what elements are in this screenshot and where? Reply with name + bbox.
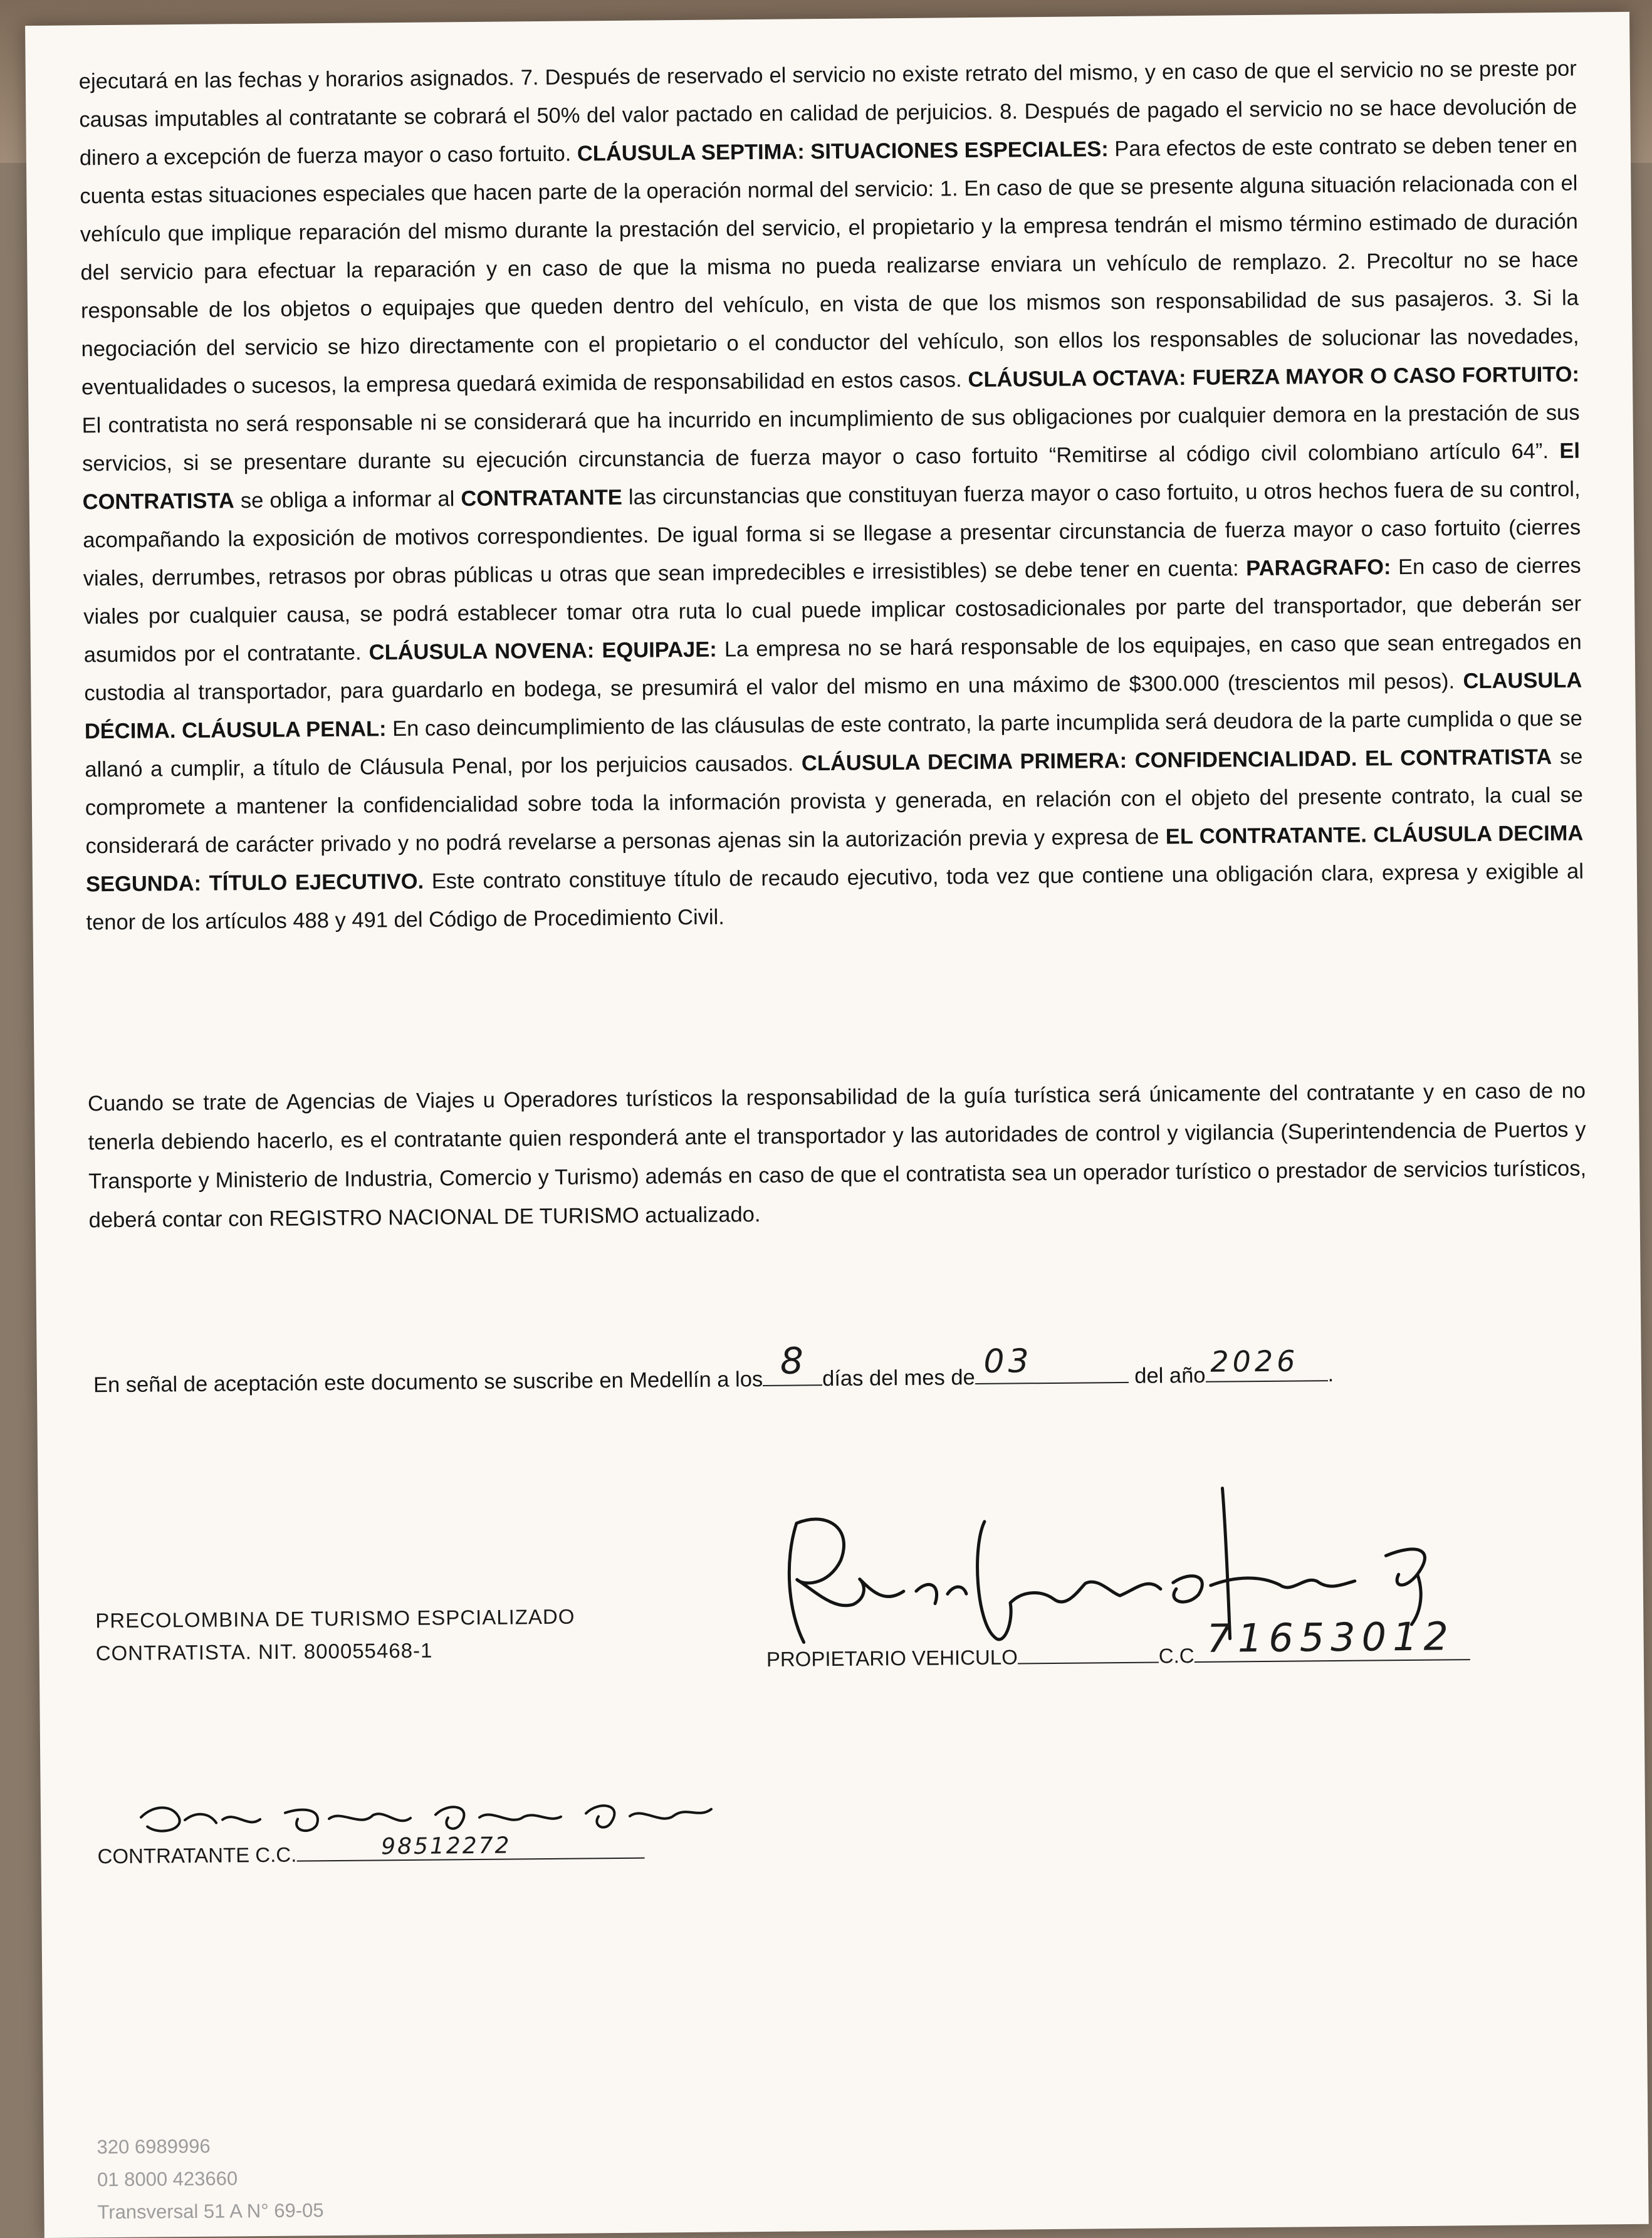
propietario-label: PROPIETARIO VEHICULO — [766, 1645, 1018, 1671]
contratista-block — [95, 1601, 575, 1670]
clause-11-heading: CLÁUSULA DECIMA PRIMERA: CONFIDENCIALIDAD. — [801, 746, 1357, 776]
paragrafo-text: En caso de cierres viales por cualquier causa, se podrá establecer tomar otra ruta lo cual puede implicar costosadicionales por parte del transportador, que deberán ser asumidos por el contratante. — [83, 553, 1582, 667]
clause-8-text-c: las circunstancias que constituyan fuerza mayor o caso fortuito, u otros hechos fuera de su control, acompañando la exposición de motivos correspondientes. De igual forma si se llegase a presentar circunstancia de fuerza mayor o caso fortuito (cierres viales, derrumbes, retrasos por obras públicas u otras que sean impredecibles e irresistibles) se debe tener en cuenta: — [83, 477, 1581, 591]
propietario-line — [766, 1613, 1470, 1671]
contract-page — [25, 12, 1649, 2238]
clause-11-el-contratista: EL CONTRATISTA — [1364, 745, 1552, 771]
day-label: días del mes de — [822, 1366, 975, 1391]
clause-7-heading: CLÁUSULA SEPTIMA: SITUACIONES ESPECIALES: — [577, 137, 1109, 166]
year-handwritten: 2026 — [1210, 1344, 1299, 1379]
clauses-body — [79, 50, 1584, 943]
clause-6-tail: ejecutará en las fechas y horarios asignados. 7. Después de reservado el servicio no existe retrato del mismo, y en caso de que el servicio no se preste por causas imputables al contratante se cobrará el 50% del valor pactado en calidad de perjuicios. 8. Después de pagado el servicio no se hace devolución de dinero a excepción de fuerza mayor o caso fortuito. — [78, 56, 1577, 170]
cc-label: C.C — [1158, 1643, 1195, 1668]
contratante-signature-block — [97, 1784, 662, 1877]
contratista-nit: CONTRATISTA. NIT. 800055468-1 — [95, 1638, 433, 1665]
day-handwritten: 8 — [780, 1339, 808, 1383]
clause-8-contratante: CONTRATANTE — [461, 485, 623, 511]
clause-11-text: se compromete a mantener la confidencialidad sobre toda la información provista y generada, en relación con el objeto del presente contrato, la cual se considerará de carácter privado y no podrá revelarse a personas ajenas sin la autorización previa y expresa de — [85, 745, 1584, 859]
clause-8-text-b: se obliga a informar al — [240, 487, 455, 513]
clause-10-heading: CLAUSULA DÉCIMA. CLÁUSULA PENAL: — [84, 668, 1582, 744]
paragrafo-heading: PARAGRAFO: — [1246, 555, 1391, 581]
month-handwritten: 03 — [983, 1342, 1033, 1381]
acceptance-line: En señal de aceptación este documento se suscribe en Medellín a los 8 días del mes de 03 del año 2026 . — [93, 1339, 1334, 1398]
clause-9-text: La empresa no se hará responsable de los equipajes, en caso que sean entregados en custodia al transportador, para guardarlo en bodega, se presumirá el valor del mismo en una máximo de $300.000 (trescientos mil pesos). — [84, 630, 1582, 706]
day-blank — [763, 1339, 822, 1386]
contratante-cc-blank — [296, 1833, 644, 1862]
propietario-cc-handwritten: 71653012 — [1206, 1613, 1455, 1661]
footer-contact — [97, 2129, 323, 2229]
clause-10-text: En caso deincumplimiento de las cláusulas de este contrato, la parte incumplida será deudora de la parte cumplida o que se allanó a cumplir, a título de Cláusula Penal, por los perjuicios causados. — [85, 706, 1582, 782]
clause-8-text-a: El contratista no será responsable ni se considerará que ha incurrido en incumplimiento de sus obligaciones por cualquier demora en la prestación de sus servicios, si se presentare durante su ejecución circunstancia de fuerza mayor o caso fortuito “Remitirse al código civil colombiano artículo 64”. — [81, 400, 1580, 476]
cc-blank — [1194, 1613, 1470, 1663]
contratante-cc-handwritten: 98512272 — [381, 1833, 511, 1860]
footer-toll-free: 01 8000 423660 — [97, 2167, 238, 2191]
footer-phone: 320 6989996 — [97, 2135, 211, 2158]
propietario-signature-block — [746, 1479, 1562, 1693]
footer-address: Transversal 51 A N° 69-05 — [97, 2199, 324, 2224]
agencies-paragraph: Cuando se trate de Agencias de Viajes u Operadores turísticos la responsabilidad de la guía turística será únicamente del contratante y en caso de no tenerla debiendo hacerlo, es el contratante quien responderá ante el transportador y las autoridades de control y vigilancia (Superintendencia de Puertos y Transporte y Ministerio de Industria, Comercio y Turismo) además en caso de que el contratista sea un operador turístico o prestador de servicios turísticos, deberá contar con REGISTRO NACIONAL DE TURISMO actualizado. — [87, 1079, 1587, 1233]
clause-9-heading: CLÁUSULA NOVENA: EQUIPAJE: — [369, 637, 717, 665]
clause-12-text: Este contrato constituye título de recaudo ejecutivo, toda vez que contiene una obligación clara, expresa y exigible al tenor de los artículos 488 y 491 del Código de Procedimiento Civil. — [86, 859, 1584, 935]
contratante-label: CONTRATANTE C.C. — [97, 1843, 297, 1868]
contratante-line — [97, 1833, 644, 1869]
acceptance-prefix: En señal de aceptación este documento se suscribe en Medellín a los — [93, 1367, 763, 1398]
month-blank — [975, 1342, 1129, 1384]
year-blank — [1205, 1344, 1327, 1383]
clause-8-heading: CLÁUSULA OCTAVA: FUERZA MAYOR O CASO FORTUITO: — [968, 362, 1580, 392]
year-label: del año — [1134, 1363, 1206, 1388]
contratista-company: PRECOLOMBINA DE TURISMO ESPCIALIZADO — [95, 1604, 575, 1633]
clause-7-text: Para efectos de este contrato se deben tener en cuenta estas situaciones especiales que hacen parte de la operación normal del servicio: 1. En caso de que se presente alguna situación relacionada con el vehículo que implique reparación del mismo durante la prestación del servicio, el propietario y la empresa tendrán el mismo término estimado de duración del servicio para efectuar la reparación y en caso de que la misma no pueda realizarse enviara un vehículo de remplazo. 2. Precoltur no se hace responsable de los objetos o equipajes que queden dentro del vehículo, en vista de que los mismos son responsabilidad de sus pasajeros. 3. Si la negociación del servicio se hizo directamente con el propietario o el conductor del vehículo, son ellos los responsables de solucionar las novedades, eventualidades o sucesos, la empresa quedará eximida de responsabilidad en estos casos. — [80, 133, 1579, 400]
clause-12-heading: CLÁUSULA DECIMA SEGUNDA: TÍTULO EJECUTIVO. — [85, 821, 1584, 897]
clause-8-contratista: El CONTRATISTA — [82, 439, 1581, 515]
clause-11-el-contratante: EL CONTRATANTE. — [1165, 823, 1367, 849]
